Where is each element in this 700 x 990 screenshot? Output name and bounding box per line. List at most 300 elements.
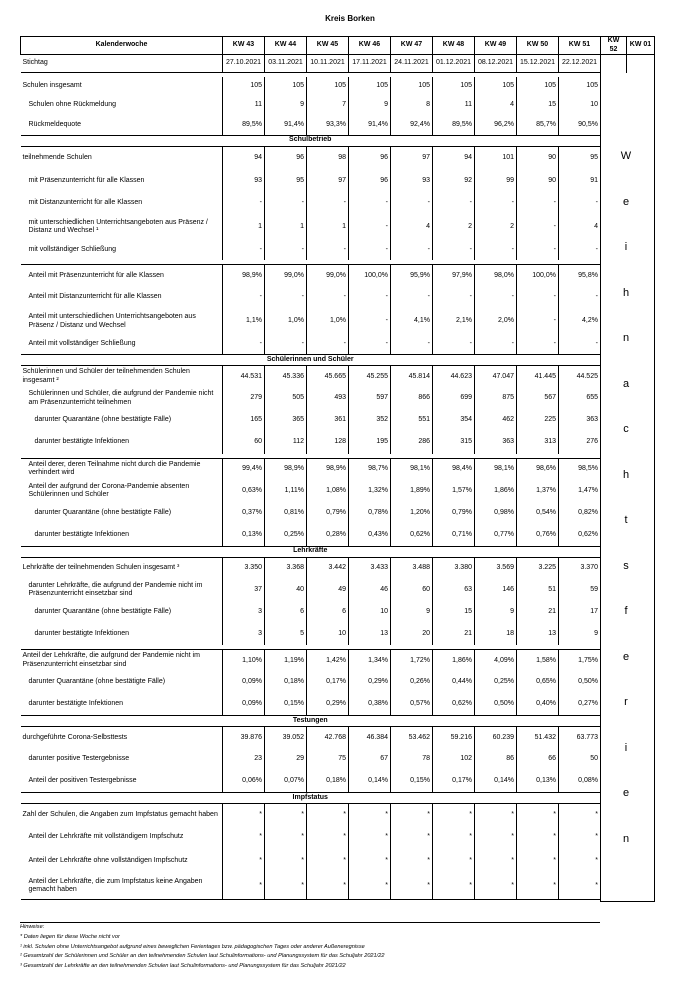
value-cell: 17 bbox=[559, 601, 601, 623]
value-cell: 46.384 bbox=[349, 727, 391, 749]
table-row bbox=[21, 95, 655, 115]
value-cell: 89,5% bbox=[223, 115, 265, 135]
row-label: darunter Quarantäne (ohne bestätigte Fälle) bbox=[21, 502, 223, 524]
table-row bbox=[21, 388, 655, 410]
value-cell: 462 bbox=[475, 410, 517, 432]
value-cell: 94 bbox=[223, 146, 265, 170]
value-cell: 0,54% bbox=[517, 502, 559, 524]
row-label: darunter Quarantäne (ohne bestätigte Fälle) bbox=[21, 601, 223, 623]
value-cell: 146 bbox=[475, 579, 517, 601]
value-cell: 44.525 bbox=[559, 366, 601, 388]
value-cell: 0,07% bbox=[265, 771, 307, 793]
value-cell: 41.445 bbox=[517, 366, 559, 388]
value-cell: - bbox=[349, 309, 391, 335]
empty-cell bbox=[601, 115, 655, 135]
value-cell: 365 bbox=[265, 410, 307, 432]
value-cell: * bbox=[475, 804, 517, 826]
value-cell: 3.350 bbox=[223, 557, 265, 579]
table-row bbox=[21, 601, 655, 623]
row-label: mit Distanzunterricht für alle Klassen bbox=[21, 192, 223, 214]
value-cell: * bbox=[433, 804, 475, 826]
value-cell: 354 bbox=[433, 410, 475, 432]
value-cell: 0,62% bbox=[433, 694, 475, 716]
value-cell: 0,43% bbox=[349, 524, 391, 546]
value-cell: 279 bbox=[223, 388, 265, 410]
value-cell: - bbox=[475, 240, 517, 260]
section-row bbox=[21, 716, 655, 727]
value-cell: 100,0% bbox=[349, 265, 391, 287]
value-cell: 1,1% bbox=[223, 309, 265, 335]
table-end bbox=[21, 900, 655, 902]
value-cell: * bbox=[349, 874, 391, 900]
table-row bbox=[21, 192, 655, 214]
row-label: mit unterschiedlichen Unterrichtsangeboten aus Präsenz / Distanz und Wechsel ¹ bbox=[21, 214, 223, 240]
value-cell: 66 bbox=[517, 749, 559, 771]
value-cell: 276 bbox=[559, 432, 601, 454]
empty-cell bbox=[601, 95, 655, 115]
value-cell: 98,1% bbox=[391, 458, 433, 480]
footnote: ² Gesamtzahl der Schülerinnen und Schüler an den teilnehmenden Schulen laut Schulinformations- und Planungssystem für das Schuljahr 2021/22 bbox=[20, 953, 385, 960]
side-text-letter: i bbox=[624, 241, 628, 253]
table-row bbox=[21, 240, 655, 260]
value-cell: - bbox=[433, 240, 475, 260]
value-cell: - bbox=[349, 240, 391, 260]
section-row bbox=[21, 355, 655, 366]
side-text-letter: e bbox=[622, 195, 630, 208]
value-cell: 1,72% bbox=[391, 650, 433, 672]
value-cell: 98,1% bbox=[475, 458, 517, 480]
week-header: KW 46 bbox=[349, 37, 391, 55]
value-cell: - bbox=[265, 335, 307, 355]
value-cell: 505 bbox=[265, 388, 307, 410]
value-cell: - bbox=[475, 287, 517, 309]
value-cell: 101 bbox=[475, 146, 517, 170]
value-cell: 0,29% bbox=[349, 672, 391, 694]
row-label: Schülerinnen und Schüler der teilnehmenden Schulen insgesamt ² bbox=[21, 366, 223, 388]
value-cell: - bbox=[517, 192, 559, 214]
value-cell: 99 bbox=[475, 170, 517, 192]
value-cell: * bbox=[391, 874, 433, 900]
value-cell: 3.442 bbox=[307, 557, 349, 579]
section-heading: Lehrkräfte bbox=[21, 546, 601, 557]
value-cell: 1 bbox=[307, 214, 349, 240]
side-text-letter: h bbox=[622, 286, 630, 299]
table-row bbox=[21, 850, 655, 874]
value-cell: * bbox=[433, 826, 475, 850]
value-cell: 90 bbox=[517, 146, 559, 170]
row-label: Schulen insgesamt bbox=[21, 77, 223, 95]
value-cell: * bbox=[349, 804, 391, 826]
value-cell: 1,57% bbox=[433, 480, 475, 502]
value-cell: 9 bbox=[265, 95, 307, 115]
table-row bbox=[21, 287, 655, 309]
value-cell: 1,47% bbox=[559, 480, 601, 502]
row-label: Zahl der Schulen, die Angaben zum Impfstatus gemacht haben bbox=[21, 804, 223, 826]
value-cell: 1,0% bbox=[265, 309, 307, 335]
value-cell: * bbox=[559, 826, 601, 850]
row-label: darunter bestätigte Infektionen bbox=[21, 623, 223, 645]
footnote: * Daten liegen für diese Woche nicht vor bbox=[20, 933, 120, 940]
page-title: Kreis Borken bbox=[325, 14, 375, 23]
value-cell: * bbox=[265, 850, 307, 874]
table-row bbox=[21, 214, 655, 240]
row-label: teilnehmende Schulen bbox=[21, 146, 223, 170]
value-cell: * bbox=[517, 874, 559, 900]
value-cell: * bbox=[433, 850, 475, 874]
table-row bbox=[21, 480, 655, 502]
value-cell: - bbox=[433, 287, 475, 309]
value-cell: 567 bbox=[517, 388, 559, 410]
value-cell: 551 bbox=[391, 410, 433, 432]
row-label: Anteil der Lehrkräfte ohne vollständigen Impfschutz bbox=[21, 850, 223, 874]
value-cell: 315 bbox=[433, 432, 475, 454]
value-cell: 3.225 bbox=[517, 557, 559, 579]
value-cell: * bbox=[517, 826, 559, 850]
row-label: Schulen ohne Rückmeldung bbox=[21, 95, 223, 115]
value-cell: 0,18% bbox=[307, 771, 349, 793]
table-row bbox=[21, 557, 655, 579]
row-label: Rückmeldequote bbox=[21, 115, 223, 135]
value-cell: 53.462 bbox=[391, 727, 433, 749]
value-cell: - bbox=[307, 287, 349, 309]
value-cell: 15 bbox=[517, 95, 559, 115]
value-cell: 597 bbox=[349, 388, 391, 410]
row-label: darunter Quarantäne (ohne bestätigte Fälle) bbox=[21, 410, 223, 432]
value-cell: 0,14% bbox=[349, 771, 391, 793]
table-row bbox=[21, 458, 655, 480]
value-cell: 0,13% bbox=[223, 524, 265, 546]
value-cell: 67 bbox=[349, 749, 391, 771]
value-cell: * bbox=[475, 874, 517, 900]
value-cell: * bbox=[265, 874, 307, 900]
value-cell: 313 bbox=[517, 432, 559, 454]
table-row bbox=[21, 874, 655, 900]
value-cell: 0,18% bbox=[265, 672, 307, 694]
row-label: darunter bestätigte Infektionen bbox=[21, 432, 223, 454]
side-text-letter: e bbox=[622, 787, 630, 799]
value-cell: 6 bbox=[307, 601, 349, 623]
value-cell: 1,34% bbox=[349, 650, 391, 672]
value-cell: - bbox=[517, 335, 559, 355]
side-text-letter: n bbox=[622, 332, 630, 344]
table-row bbox=[21, 579, 655, 601]
value-cell: 0,62% bbox=[391, 524, 433, 546]
value-cell: 45.665 bbox=[307, 366, 349, 388]
side-text-letter: W bbox=[620, 150, 632, 162]
value-cell: 363 bbox=[559, 410, 601, 432]
value-cell: 0,81% bbox=[265, 502, 307, 524]
value-cell: 0,13% bbox=[517, 771, 559, 793]
value-cell: 20 bbox=[391, 623, 433, 645]
value-cell: 1 bbox=[265, 214, 307, 240]
value-cell: - bbox=[559, 335, 601, 355]
week-header: KW 50 bbox=[517, 37, 559, 55]
week-header: KW 49 bbox=[475, 37, 517, 55]
header-label: Kalenderwoche bbox=[21, 37, 223, 55]
value-cell: * bbox=[559, 850, 601, 874]
value-cell: 0,98% bbox=[475, 502, 517, 524]
value-cell: - bbox=[223, 192, 265, 214]
row-label: Schülerinnen und Schüler, die aufgrund der Pandemie nicht am Präsenzunterricht teilnehmen bbox=[21, 388, 223, 410]
value-cell: 40 bbox=[265, 579, 307, 601]
section-row bbox=[21, 135, 655, 146]
table-row bbox=[21, 502, 655, 524]
value-cell: 2,0% bbox=[475, 309, 517, 335]
value-cell: 3.368 bbox=[265, 557, 307, 579]
row-label: Anteil mit unterschiedlichen Unterrichtsangeboten aus Präsenz / Distanz und Wechsel bbox=[21, 309, 223, 335]
value-cell: 1,32% bbox=[349, 480, 391, 502]
value-cell: 4 bbox=[475, 95, 517, 115]
value-cell: 105 bbox=[559, 77, 601, 95]
value-cell: 0,77% bbox=[475, 524, 517, 546]
value-cell: 0,17% bbox=[307, 672, 349, 694]
value-cell: 1,37% bbox=[517, 480, 559, 502]
value-cell: 0,79% bbox=[307, 502, 349, 524]
value-cell: * bbox=[391, 804, 433, 826]
value-cell: 29 bbox=[265, 749, 307, 771]
value-cell: 1,75% bbox=[559, 650, 601, 672]
value-cell: 98,0% bbox=[475, 265, 517, 287]
value-cell: 90 bbox=[517, 170, 559, 192]
table-row bbox=[21, 771, 655, 793]
value-cell: 1,11% bbox=[265, 480, 307, 502]
week-header: KW 01 bbox=[627, 37, 655, 55]
value-cell: * bbox=[433, 874, 475, 900]
value-cell: 93 bbox=[223, 170, 265, 192]
value-cell: 0,14% bbox=[475, 771, 517, 793]
table-row bbox=[21, 410, 655, 432]
value-cell: 89,5% bbox=[433, 115, 475, 135]
value-cell: 60 bbox=[391, 579, 433, 601]
value-cell: 95 bbox=[559, 146, 601, 170]
value-cell: 10 bbox=[559, 95, 601, 115]
value-cell: 4,2% bbox=[559, 309, 601, 335]
value-cell: * bbox=[307, 850, 349, 874]
value-cell: * bbox=[307, 874, 349, 900]
side-text-letter: e bbox=[622, 650, 630, 663]
value-cell: 3.433 bbox=[349, 557, 391, 579]
table-row bbox=[21, 694, 655, 716]
row-label: Anteil der aufgrund der Corona-Pandemie absenten Schülerinnen und Schüler bbox=[21, 480, 223, 502]
value-cell: 92 bbox=[433, 170, 475, 192]
value-cell: 93,3% bbox=[307, 115, 349, 135]
value-cell: 92,4% bbox=[391, 115, 433, 135]
value-cell: 95 bbox=[265, 170, 307, 192]
value-cell: 363 bbox=[475, 432, 517, 454]
value-cell: 93 bbox=[391, 170, 433, 192]
side-text-letter: t bbox=[624, 514, 628, 526]
value-cell: - bbox=[517, 287, 559, 309]
week-header: KW 43 bbox=[223, 37, 265, 55]
date-cell: 10.11.2021 bbox=[307, 55, 349, 73]
value-cell: 352 bbox=[349, 410, 391, 432]
row-label: Anteil mit vollständiger Schließung bbox=[21, 335, 223, 355]
value-cell: 3 bbox=[223, 601, 265, 623]
week-header: KW 51 bbox=[559, 37, 601, 55]
value-cell: - bbox=[223, 240, 265, 260]
value-cell: * bbox=[223, 804, 265, 826]
value-cell: 4,1% bbox=[391, 309, 433, 335]
value-cell: 8 bbox=[391, 95, 433, 115]
week-header: KW 44 bbox=[265, 37, 307, 55]
side-text-letter: n bbox=[622, 832, 630, 845]
value-cell: 21 bbox=[517, 601, 559, 623]
value-cell: 361 bbox=[307, 410, 349, 432]
side-text-letter: h bbox=[622, 468, 630, 481]
value-cell: 4,09% bbox=[475, 650, 517, 672]
value-cell: 91,4% bbox=[265, 115, 307, 135]
value-cell: 96 bbox=[349, 146, 391, 170]
value-cell: 875 bbox=[475, 388, 517, 410]
value-cell: - bbox=[307, 335, 349, 355]
value-cell: 866 bbox=[391, 388, 433, 410]
value-cell: 91 bbox=[559, 170, 601, 192]
row-label: darunter Quarantäne (ohne bestätigte Fälle) bbox=[21, 672, 223, 694]
value-cell: 94 bbox=[433, 146, 475, 170]
value-cell: 60 bbox=[223, 432, 265, 454]
value-cell: - bbox=[391, 335, 433, 355]
value-cell: 0,40% bbox=[517, 694, 559, 716]
value-cell: 13 bbox=[517, 623, 559, 645]
value-cell: * bbox=[265, 826, 307, 850]
value-cell: 0,38% bbox=[349, 694, 391, 716]
value-cell: * bbox=[559, 804, 601, 826]
footnotes bbox=[20, 922, 684, 972]
date-cell: 24.11.2021 bbox=[391, 55, 433, 73]
table-row bbox=[21, 335, 655, 355]
section-heading: Impfstatus bbox=[21, 793, 601, 804]
value-cell: 1,0% bbox=[307, 309, 349, 335]
value-cell: 112 bbox=[265, 432, 307, 454]
date-cell: 22.12.2021 bbox=[559, 55, 601, 73]
value-cell: 9 bbox=[559, 623, 601, 645]
value-cell: 1,86% bbox=[433, 650, 475, 672]
table-row bbox=[21, 727, 655, 749]
value-cell: 0,37% bbox=[223, 502, 265, 524]
value-cell: 2,1% bbox=[433, 309, 475, 335]
value-cell: 98,9% bbox=[307, 458, 349, 480]
value-cell: 63 bbox=[433, 579, 475, 601]
table-row bbox=[21, 309, 655, 335]
statistics-table bbox=[20, 36, 655, 902]
value-cell: * bbox=[349, 826, 391, 850]
value-cell: 0,17% bbox=[433, 771, 475, 793]
value-cell: 90,5% bbox=[559, 115, 601, 135]
value-cell: 2 bbox=[433, 214, 475, 240]
row-label: Stichtag bbox=[21, 55, 223, 73]
section-heading: Testungen bbox=[21, 716, 601, 727]
value-cell: 13 bbox=[349, 623, 391, 645]
table-row bbox=[21, 77, 655, 95]
value-cell: 3 bbox=[223, 623, 265, 645]
value-cell: 0,71% bbox=[433, 524, 475, 546]
value-cell: 45.255 bbox=[349, 366, 391, 388]
value-cell: * bbox=[475, 826, 517, 850]
value-cell: - bbox=[433, 335, 475, 355]
value-cell: 44.623 bbox=[433, 366, 475, 388]
value-cell: 60.239 bbox=[475, 727, 517, 749]
value-cell: 1,19% bbox=[265, 650, 307, 672]
value-cell: - bbox=[475, 335, 517, 355]
value-cell: - bbox=[517, 309, 559, 335]
empty-cell bbox=[601, 135, 655, 146]
value-cell: 3.380 bbox=[433, 557, 475, 579]
empty-cell bbox=[601, 900, 655, 902]
value-cell: 39.876 bbox=[223, 727, 265, 749]
date-cell: 15.12.2021 bbox=[517, 55, 559, 73]
value-cell: 0,78% bbox=[349, 502, 391, 524]
value-cell: 99,0% bbox=[265, 265, 307, 287]
value-cell: 195 bbox=[349, 432, 391, 454]
value-cell: 51 bbox=[517, 579, 559, 601]
header-row bbox=[21, 37, 655, 55]
side-text-letter: r bbox=[624, 696, 628, 708]
row-label: Anteil mit Präsenzunterricht für alle Klassen bbox=[21, 265, 223, 287]
value-cell: * bbox=[517, 804, 559, 826]
value-cell: 128 bbox=[307, 432, 349, 454]
value-cell: 3.370 bbox=[559, 557, 601, 579]
value-cell: 6 bbox=[265, 601, 307, 623]
side-text-letter: s bbox=[623, 559, 629, 572]
value-cell: 0,26% bbox=[391, 672, 433, 694]
value-cell: 11 bbox=[433, 95, 475, 115]
value-cell: 95,9% bbox=[391, 265, 433, 287]
value-cell: 0,79% bbox=[433, 502, 475, 524]
vertical-side-text bbox=[610, 150, 642, 878]
value-cell: 1,10% bbox=[223, 650, 265, 672]
value-cell: 105 bbox=[433, 77, 475, 95]
value-cell: - bbox=[517, 214, 559, 240]
value-cell: 0,82% bbox=[559, 502, 601, 524]
value-cell: 21 bbox=[433, 623, 475, 645]
value-cell: - bbox=[307, 240, 349, 260]
value-cell: 0,50% bbox=[559, 672, 601, 694]
value-cell: 10 bbox=[307, 623, 349, 645]
value-cell: 50 bbox=[559, 749, 601, 771]
value-cell: 1,89% bbox=[391, 480, 433, 502]
value-cell: 59.216 bbox=[433, 727, 475, 749]
value-cell: 0,28% bbox=[307, 524, 349, 546]
value-cell: 100,0% bbox=[517, 265, 559, 287]
value-cell: 98,6% bbox=[517, 458, 559, 480]
empty-cell bbox=[601, 55, 627, 73]
table-row bbox=[21, 826, 655, 850]
value-cell: 86 bbox=[475, 749, 517, 771]
row-label: durchgeführte Corona-Selbsttests bbox=[21, 727, 223, 749]
value-cell: 105 bbox=[307, 77, 349, 95]
section-row bbox=[21, 793, 655, 804]
value-cell: 0,50% bbox=[475, 694, 517, 716]
footnote: ³ Gesamtzahl der Lehrkräfte an den teilnehmenden Schulen laut Schulinformations- und Planungssystem für das Schuljahr 2021/22 bbox=[20, 963, 346, 970]
row-label: mit Präsenzunterricht für alle Klassen bbox=[21, 170, 223, 192]
value-cell: - bbox=[349, 335, 391, 355]
value-cell: 9 bbox=[475, 601, 517, 623]
table-row bbox=[21, 804, 655, 826]
value-cell: 97,9% bbox=[433, 265, 475, 287]
value-cell: 44.531 bbox=[223, 366, 265, 388]
row-label: Anteil mit Distanzunterricht für alle Klassen bbox=[21, 287, 223, 309]
value-cell: 9 bbox=[349, 95, 391, 115]
value-cell: 63.773 bbox=[559, 727, 601, 749]
date-cell: 08.12.2021 bbox=[475, 55, 517, 73]
value-cell: - bbox=[349, 287, 391, 309]
value-cell: 0,57% bbox=[391, 694, 433, 716]
table-row bbox=[21, 170, 655, 192]
value-cell: - bbox=[223, 287, 265, 309]
value-cell: 225 bbox=[517, 410, 559, 432]
table-row bbox=[21, 650, 655, 672]
value-cell: 655 bbox=[559, 388, 601, 410]
